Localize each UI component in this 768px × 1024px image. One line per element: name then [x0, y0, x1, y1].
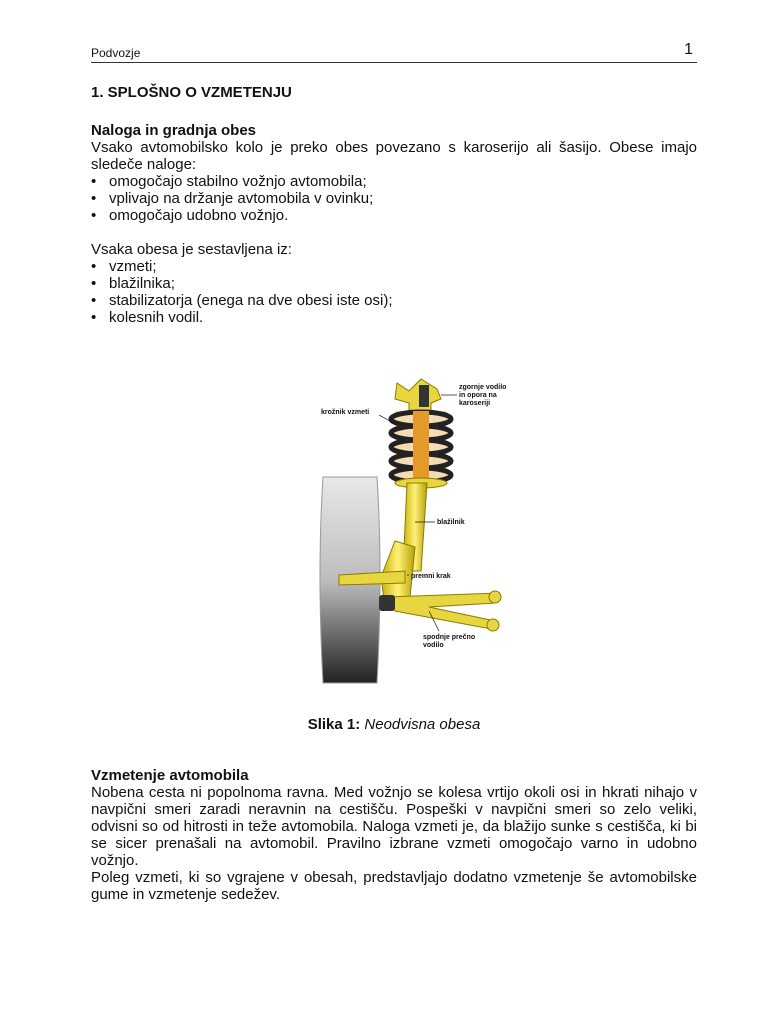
intro-paragraph: Vsako avtomobilsko kolo je preko obes povezano s karoserijo ali šasijo. Obese imajo sledeče naloge:: [91, 139, 697, 173]
top-mount-shape: [395, 379, 441, 411]
page-number: 1: [684, 41, 693, 58]
suspension-figure: [309, 371, 509, 691]
list-item: • stabilizatorja (enega na dve obesi iste osi);: [91, 292, 697, 309]
header-section-title: Podvozje: [91, 46, 141, 60]
coil-spring-shape: [391, 411, 451, 483]
components-list: [91, 258, 697, 326]
label-spring-plate: krožnik vzmeti: [321, 409, 370, 416]
label-damper: blažilnik: [437, 519, 465, 526]
tasks-list: [91, 173, 697, 224]
label-upper-mount-3: karoseriji: [459, 400, 491, 407]
page-header: [91, 42, 697, 63]
list-item: • vplivajo na držanje avtomobila v ovinku;: [91, 190, 697, 207]
list-item: • vzmeti;: [91, 258, 697, 275]
chapter-title: 1. SPLOŠNO O VZMETENJU: [91, 84, 292, 101]
caption-text: Neodvisna obesa: [364, 716, 481, 733]
label-trailing-arm: premni krak: [411, 573, 451, 580]
suspension-section: [91, 767, 697, 903]
section2-paragraph-2: Poleg vzmeti, ki so vgrajene v obesah, predstavljajo dodatno vzmetenje še avtomobilske gume in vzmetenje sedežev.: [91, 869, 697, 903]
list-item: • omogočajo stabilno vožnjo avtomobila;: [91, 173, 697, 190]
list-item: • omogočajo udobno vožnjo.: [91, 207, 697, 224]
list-item: • kolesnih vodil.: [91, 309, 697, 326]
list-item: • blažilnika;: [91, 275, 697, 292]
label-upper-mount-2: in opora na: [459, 392, 497, 399]
lower-arm-shape: [387, 593, 499, 629]
figure-caption: [91, 716, 697, 733]
intro-heading: Naloga in gradnja obes: [91, 122, 257, 139]
caption-label: Slika 1:: [307, 716, 361, 733]
label-lower-arm: spodnje prečno: [423, 634, 476, 641]
suspension-illustration: [309, 371, 509, 691]
section2-heading: Vzmetenje avtomobila: [91, 767, 249, 784]
composition-intro: Vsaka obesa je sestavljena iz:: [91, 241, 292, 258]
section2-paragraph-1: Nobena cesta ni popolnoma ravna. Med vožnjo se kolesa vrtijo okoli osi in hkrati nihajo v navpični smeri zaradi neravnin na cestišču. Pospeški v navpični smeri so zelo veliki, odvisni so od hitrosti in teže avtomobila. Naloga vzmeti je, da blažijo sunke s cestišča, ki bi se sicer prenašali na avtomobil. Pravilno izbrane vzmeti omogočajo varno in udobno vožnjo.: [91, 784, 697, 869]
label-upper-mount: zgornje vodilo: [459, 384, 507, 391]
main-content: [91, 84, 697, 326]
label-lower-arm-2: vodilo: [423, 642, 444, 649]
